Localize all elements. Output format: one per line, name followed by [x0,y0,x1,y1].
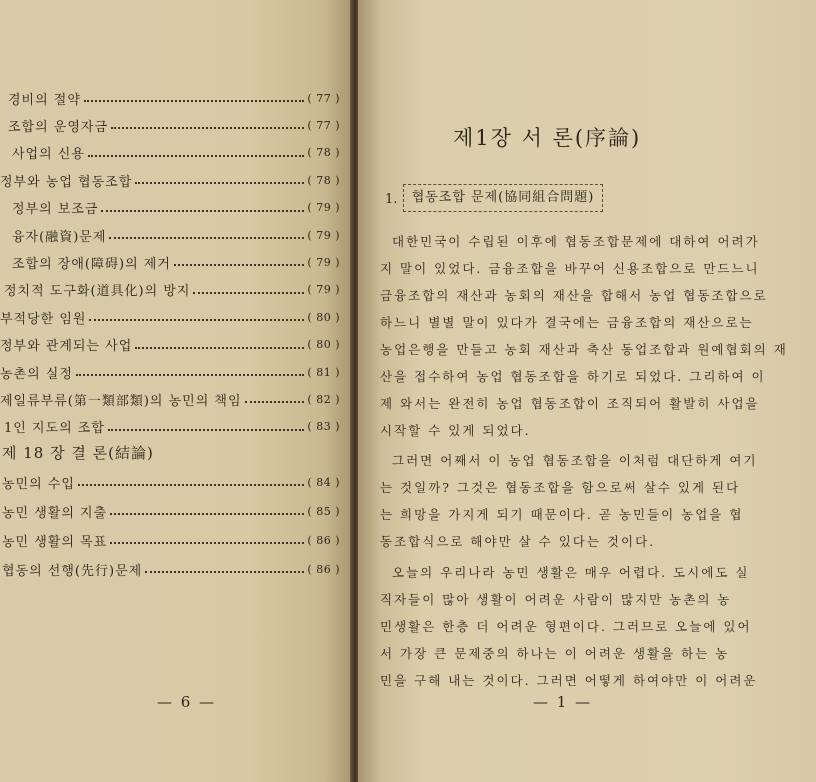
toc-entry [12,252,340,272]
left-page [0,0,352,782]
toc-entry-page: ( 80 ) [307,310,340,324]
toc-dot-leader [111,127,304,129]
toc-entry-label: 농촌의 실정 [0,366,73,382]
body-text-line: 동조합식으로 해야만 살 수 있다는 것이다. [380,534,656,549]
toc-dot-leader [135,182,304,184]
right-page [358,0,816,782]
chapter-title: 제1장 서 론(序論) [453,126,642,150]
toc-entry [2,472,340,492]
body-text-line: 는 것일까? 그것은 협동조합을 함으로써 살수 있게 된다 [380,480,741,495]
toc-entry-page: ( 77 ) [307,118,340,132]
body-text-line: 제 와서는 완전히 농업 협동조합이 조직되어 활발히 사업을 [380,396,760,411]
toc-entry [0,389,340,409]
toc-dot-leader [84,100,304,102]
toc-dot-leader [101,210,304,212]
toc-entry-label: 정치적 도구화(道具化)의 방지 [4,284,191,300]
toc-entry-page: ( 85 ) [307,504,340,518]
toc-entry [8,115,340,135]
body-text-line: 그러면 어째서 이 농업 협동조합을 이처럼 대단하게 여기 [392,453,758,468]
toc-dot-leader [110,542,304,544]
toc-entry-page: ( 79 ) [307,255,340,269]
toc-entry-label: 융자(融資)문제 [12,229,107,245]
toc-dot-leader [145,571,304,573]
toc-entry [12,143,340,163]
body-text-line: 는 희망을 가지게 되기 때문이다. 곧 농민들이 농업을 협 [380,507,744,522]
toc-entry-label: 정부와 관계되는 사업 [0,339,133,355]
toc-dot-leader [76,374,304,376]
toc-entry [0,307,340,327]
toc-entry [0,170,340,190]
section-title: 협동조합 문제(協同組合問題) [403,184,603,212]
toc-dot-leader [108,429,305,431]
toc-entry-label: 정부와 농업 협동조합 [0,174,133,190]
toc-entry-label: 조합의 운영자금 [8,119,109,135]
toc-dot-leader [89,319,304,321]
body-text-line: 오늘의 우리나라 농민 생활은 매우 어렵다. 도시에도 실 [392,565,750,580]
body-text-line: 직자들이 많아 생활이 어려운 사람이 많지만 농촌의 농 [380,592,732,607]
body-text-line: 민을 구해 내는 것이다. 그러면 어떻게 하여야만 이 어려운 [380,673,758,688]
toc-dot-leader [88,155,304,157]
body-text-line: 대한민국이 수립된 이후에 협동조합문제에 대하여 어려가 [392,234,760,249]
toc-entry-page: ( 79 ) [307,201,340,215]
body-text-line: 산을 접수하여 농업 협동조합을 하기로 되었다. 그리하여 이 [380,369,766,384]
toc-dot-leader [78,484,304,486]
toc-entry-label: 사업의 신용 [12,147,85,163]
toc-entry [4,417,340,437]
toc-entry [2,530,340,550]
section-number: 1. [385,192,398,207]
toc-entry-label: 농민 생활의 목표 [2,534,108,550]
body-text-line: 시작할 수 있게 되었다. [380,423,531,438]
toc-entry-page: ( 82 ) [307,392,340,406]
toc-entry [2,501,340,521]
toc-entry-page: ( 78 ) [307,173,340,187]
toc-dot-leader [109,237,304,239]
toc-dot-leader [174,264,305,266]
body-text-line: 하느니 별별 말이 있다가 결국에는 금융조합의 재산으로는 [380,315,754,330]
toc-entry-label: 정부의 보조금 [12,202,99,218]
page-number-footer: — 6 — [157,693,217,711]
toc-entry-page: ( 86 ) [307,562,340,576]
toc-entry [4,280,340,300]
toc-entry [0,362,340,382]
toc-entry-page: ( 81 ) [307,365,340,379]
toc-entry [0,335,340,355]
toc-entry-label: 농민 생활의 지출 [2,505,108,521]
toc-entry-page: ( 78 ) [307,146,340,160]
toc-entry [12,198,340,218]
toc-entry [8,88,340,108]
toc-entry-page: ( 79 ) [307,283,340,297]
toc-entry-label: 경비의 절약 [8,92,81,108]
toc-entry-page: ( 84 ) [307,475,340,489]
toc-entry-label: 제일류부류(第一類部類)의 농민의 책임 [0,393,242,409]
toc-dot-leader [135,347,304,349]
toc-entry-page: ( 83 ) [307,420,340,434]
toc-entry-label: 농민의 수입 [2,476,75,492]
toc-entry-page: ( 86 ) [307,533,340,547]
toc-entry-label: 협동의 선행(先行)문제 [2,563,143,579]
toc-entry-label: 조합의 장애(障碍)의 제거 [12,256,171,272]
page-number-footer: — 1 — [533,693,593,711]
toc-dot-leader [245,401,305,403]
toc-dot-leader [110,513,304,515]
toc-entry-page: ( 80 ) [307,338,340,352]
toc-entry [2,559,340,579]
chapter-18-heading: 제 18 장 결 론(結論) [2,444,154,462]
body-text-line: 농업은행을 만들고 농회 재산과 축산 동업조합과 원예협회의 재 [380,342,788,357]
body-text-line: 지 말이 있었다. 금융조합을 바꾸어 신용조합으로 만드느니 [380,261,760,276]
body-text-line: 서 가장 큰 문제중의 하나는 이 어려운 생활을 하는 농 [380,646,730,661]
toc-entry [12,225,340,245]
toc-entry-label: 부적당한 임원 [0,311,87,327]
toc-dot-leader [193,292,304,294]
body-text-line: 민생활은 한층 더 어려운 형편이다. 그러므로 오늘에 있어 [380,619,752,634]
toc-entry-page: ( 79 ) [307,228,340,242]
toc-entry-page: ( 77 ) [307,91,340,105]
body-text-line: 금융조합의 재산과 농회의 재산을 합해서 농업 협동조합으로 [380,288,768,303]
toc-entry-label: 1인 지도의 조합 [4,421,105,437]
